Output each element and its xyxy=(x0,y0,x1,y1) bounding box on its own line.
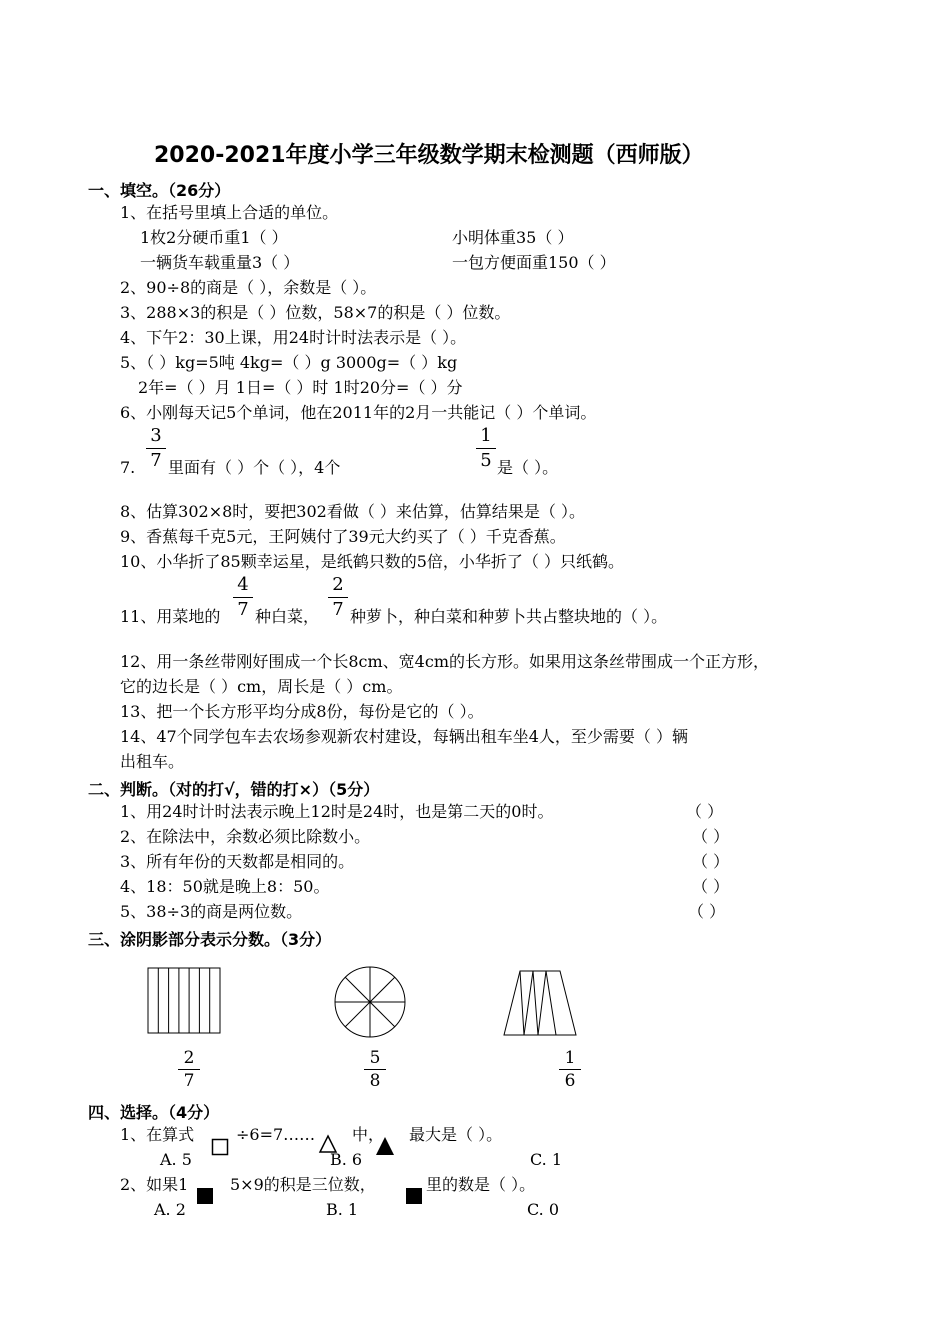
choice-q1-option-b[interactable]: B. 6 xyxy=(330,1150,363,1169)
judge-item-2: 2、在除法中，余数必须比除数小。 xyxy=(120,827,371,846)
choice-q1-option-a[interactable]: A. 5 xyxy=(160,1150,192,1169)
square-symbol-icon xyxy=(211,1138,229,1156)
judge-answer-5[interactable]: （ ） xyxy=(688,902,726,921)
judge-item-5: 5、38÷3的商是两位数。 xyxy=(120,902,303,921)
q11-fraction-2 xyxy=(328,575,348,620)
fraction-numerator: 5 xyxy=(369,1048,381,1068)
q1-7-suffix: 是（ ）。 xyxy=(497,458,559,477)
judge-item-1: 1、用24时计时法表示晚上12时是24时，也是第二天的0时。 xyxy=(120,802,554,821)
q1-11-suffix: 种萝卜，种白菜和种萝卜共占整块地的（ ）。 xyxy=(350,607,668,626)
figure-2-fraction xyxy=(364,1049,386,1090)
fraction-numerator: 1 xyxy=(480,425,492,446)
judge-answer-2[interactable]: （ ） xyxy=(692,827,730,846)
judge-item-4: 4、18：50就是晚上8：50。 xyxy=(120,877,330,896)
filled-square-icon xyxy=(196,1187,214,1205)
q1-7-prefix: 7. xyxy=(120,458,136,477)
q1-1b: 小明体重35（ ） xyxy=(452,228,574,247)
choice-q1-equation: ÷6=7…… xyxy=(236,1125,316,1144)
circle-8-parts-figure xyxy=(332,964,408,1040)
fraction-denominator: 7 xyxy=(183,1071,195,1091)
rectangle-7-parts-figure xyxy=(146,966,222,1036)
q1-6: 6、小刚每天记5个单词，他在2011年的2月一共能记（ ）个单词。 xyxy=(120,403,597,422)
choice-q2-suffix: 里的数是（ ）。 xyxy=(426,1175,536,1194)
fraction-numerator: 3 xyxy=(150,425,162,446)
choice-q2-prefix: 2、如果1 xyxy=(120,1175,189,1194)
judge-answer-3[interactable]: （ ） xyxy=(692,852,730,871)
fraction-denominator: 6 xyxy=(564,1071,576,1091)
figure-1-fraction xyxy=(178,1049,200,1090)
trapezoid-6-parts-figure xyxy=(502,968,578,1038)
section-1-heading: 一、填空。（26分） xyxy=(88,181,231,200)
q1-4: 4、下午2：30上课，用24时计时法表示是（ ）。 xyxy=(120,328,467,347)
q1-12b: 它的边长是（ ）cm，周长是（ ）cm。 xyxy=(120,677,403,696)
choice-q2-middle: 5×9的积是三位数， xyxy=(230,1175,376,1194)
judge-answer-1[interactable]: （ ） xyxy=(686,802,724,821)
q1-11-prefix: 11、用菜地的 xyxy=(120,607,221,626)
fraction-numerator: 4 xyxy=(237,574,249,595)
q1-14a: 14、47个同学包车去农场参观新农村建设，每辆出租车坐4人，至少需要（ ）辆 xyxy=(120,727,688,746)
fraction-denominator: 7 xyxy=(150,450,162,471)
section-3-heading: 三、涂阴影部分表示分数。（3分） xyxy=(88,930,332,949)
q11-fraction-1 xyxy=(233,575,253,620)
q1-3: 3、288×3的积是（ ）位数，58×7的积是（ ）位数。 xyxy=(120,303,511,322)
section-2-heading: 二、判断。（对的打√，错的打×）（5分） xyxy=(88,780,380,799)
section-4-heading: 四、选择。（4分） xyxy=(88,1103,220,1122)
q1-9: 9、香蕉每千克5元，王阿姨付了39元大约买了（ ）千克香蕉。 xyxy=(120,527,566,546)
filled-square-icon xyxy=(405,1187,423,1205)
q1-1a: 1枚2分硬币重1（ ） xyxy=(140,228,288,247)
choice-q2-option-a[interactable]: A. 2 xyxy=(154,1200,186,1219)
fraction-denominator: 8 xyxy=(369,1071,381,1091)
q1-5b: 2年=（ ）月 1日=（ ）时 1时20分=（ ）分 xyxy=(138,378,463,397)
q1-13: 13、把一个长方形平均分成8份，每份是它的（ ）。 xyxy=(120,702,484,721)
choice-q2-option-c[interactable]: C. 0 xyxy=(527,1200,560,1219)
fraction-denominator: 7 xyxy=(237,599,249,620)
fraction-numerator: 2 xyxy=(332,574,344,595)
choice-q1-middle: 中， xyxy=(352,1125,385,1144)
q1-12a: 12、用一条丝带刚好围成一个长8cm、宽4cm的长方形。如果用这条丝带围成一个正方形， xyxy=(120,652,769,671)
q1-2: 2、90÷8的商是（ ），余数是（ ）。 xyxy=(120,278,377,297)
q7-fraction-1 xyxy=(146,426,166,471)
q7-fraction-2 xyxy=(476,426,496,471)
q1-1c: 一辆货车载重量3（ ） xyxy=(140,253,300,272)
triangle-filled-icon xyxy=(374,1135,396,1157)
fraction-numerator: 2 xyxy=(183,1048,195,1068)
judge-answer-4[interactable]: （ ） xyxy=(692,877,730,896)
q1-1: 1、在括号里填上合适的单位。 xyxy=(120,203,339,222)
fraction-denominator: 7 xyxy=(332,599,344,620)
q1-7-middle: 里面有（ ）个（ ），4个 xyxy=(168,458,341,477)
q1-10: 10、小华折了85颗幸运星，是纸鹤只数的5倍，小华折了（ ）只纸鹤。 xyxy=(120,552,624,571)
page-title: 2020-2021年度小学三年级数学期末检测题（西师版） xyxy=(154,143,704,168)
judge-item-3: 3、所有年份的天数都是相同的。 xyxy=(120,852,355,871)
q1-14b: 出租车。 xyxy=(120,752,185,771)
q1-11-middle: 种白菜， xyxy=(255,607,320,626)
q1-1d: 一包方便面重150（ ） xyxy=(452,253,616,272)
q1-5a: 5、（ ）kg=5吨 4kg=（ ）g 3000g=（ ）kg xyxy=(120,353,458,372)
choice-q2-option-b[interactable]: B. 1 xyxy=(326,1200,359,1219)
choice-q1-prefix: 1、在算式 xyxy=(120,1125,195,1144)
q1-8: 8、估算302×8时，要把302看做（ ）来估算，估算结果是（ ）。 xyxy=(120,502,586,521)
figure-3-fraction xyxy=(559,1049,581,1090)
fraction-denominator: 5 xyxy=(480,450,492,471)
fraction-numerator: 1 xyxy=(564,1048,576,1068)
choice-q1-option-c[interactable]: C. 1 xyxy=(530,1150,563,1169)
choice-q1-suffix: 最大是（ ）。 xyxy=(409,1125,503,1144)
